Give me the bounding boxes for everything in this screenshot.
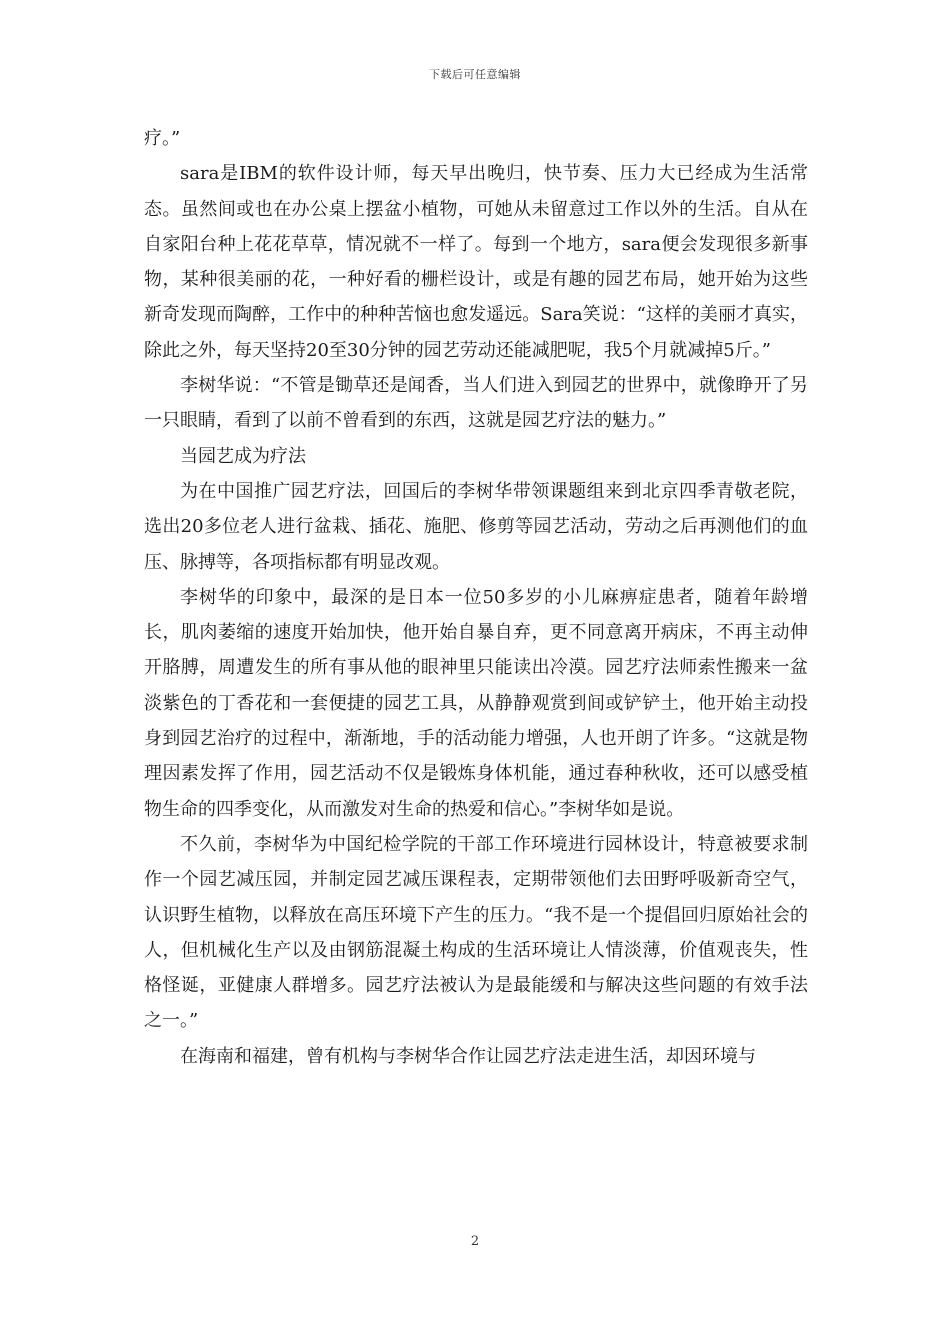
paragraph-2: sara是IBM的软件设计师，每天早出晚归，快节奏、压力大已经成为生活常态。虽然间或也在办公桌上摆盆小植物，可她从未留意过工作以外的生活。自从在自家阳台种上花花草草，情况就不一样了。每到一个地方，sara便会发现很多新事物，某种很美丽的花，一种好看的栅栏设计，或是有趣的园艺布局，她开始为这些新奇发现而陶醉，工作中的种种苦恼也愈发遥远。Sara笑说：“这样的美丽才真实，除此之外，每天坚持20至30分钟的园艺劳动还能减肥呢，我5个月就减掉5斤。”	[144, 163, 808, 361]
paragraph-5: 为在中国推广园艺疗法，回国后的李树华带领课题组来到北京四季青敬老院，选出20多位老人进行盆栽、插花、施肥、修剪等园艺活动，劳动之后再测他们的血压、脉搏等，各项指标都有明显改观。	[144, 480, 808, 573]
paragraph-7: 不久前，李树华为中国纪检学院的干部工作环境进行园林设计，特意被要求制作一个园艺减压园，并制定园艺减压课程表，定期带领他们去田野呼吸新奇空气，认识野生植物，以释放在高压环境下产生的压力。“我不是一个提倡回归原始社会的人，但机械化生产以及由钢筋混凝土构成的生活环境让人情淡薄，价值观丧失，性格怪诞，亚健康人群增多。园艺疗法被认为是最能缓和与解决这些问题的有效手法之一。”	[144, 833, 808, 1032]
document-body	[144, 121, 808, 1074]
paragraph-1: 疗。”	[144, 128, 181, 149]
paragraph-8: 在海南和福建，曾有机构与李树华合作让园艺疗法走进生活，却因环境与	[180, 1045, 756, 1067]
section-heading: 当园艺成为疗法	[180, 445, 306, 467]
paragraph-3: 李树华说：“不管是锄草还是闻香，当人们进入到园艺的世界中，就像睁开了另一只眼睛，看到了以前不曾看到的东西，这就是园艺疗法的魅力。”	[144, 375, 808, 432]
page-header: 下载后可任意编辑	[429, 68, 521, 81]
paragraph-6: 李树华的印象中，最深的是日本一位50多岁的小儿麻痹症患者，随着年龄增长，肌肉萎缩的速度开始加快，他开始自暴自弃，更不同意离开病床，不再主动伸开胳膊，周遭发生的所有事从他的眼神里只能读出冷漠。园艺疗法师索性搬来一盆淡紫色的丁香花和一套便捷的园艺工具，从静静观赏到间或铲铲土，他开始主动投身到园艺治疗的过程中，渐渐地，手的活动能力增强，人也开朗了许多。“这就是物理因素发挥了作用，园艺活动不仅是锻炼身体机能，通过春种秋收，还可以感受植物生命的四季变化，从而激发对生命的热爱和信心。”李树华如是说。	[144, 586, 808, 820]
page-number: 2	[470, 1234, 480, 1249]
